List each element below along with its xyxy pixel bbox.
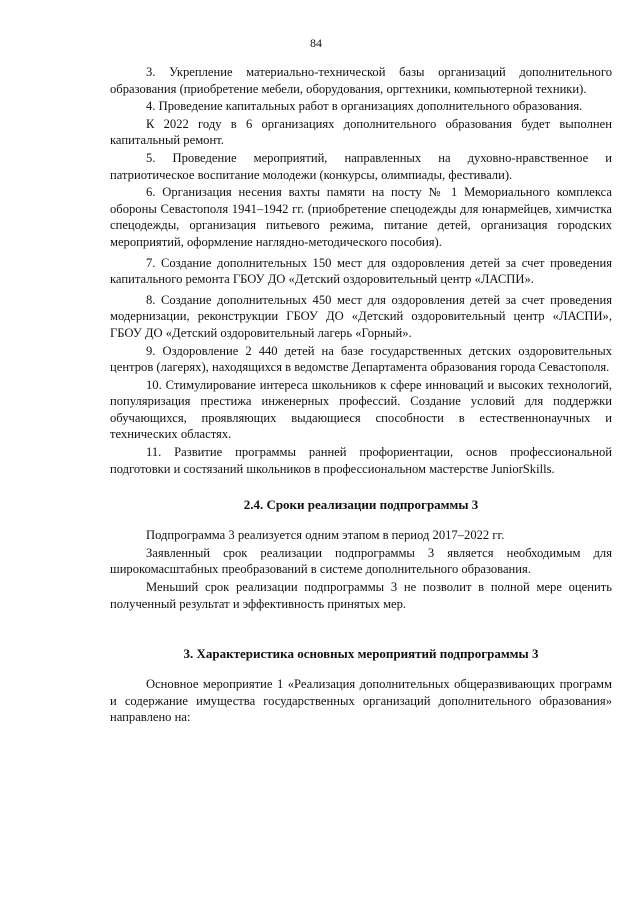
list-item: К 2022 году в 6 организациях дополнительного образования будет выполнен капитальный ремонт. — [110, 116, 612, 148]
list-item: 11. Развитие программы ранней профориентации, основ профессиональной подготовки и состязаний школьников в профессиональном мастерстве JuniorSkills. — [110, 445, 612, 476]
section-paragraph: Меньший срок реализации подпрограммы 3 не позволит в полной мере оценить полученный результат и эффективность принятых мер. — [110, 580, 612, 611]
page-number: 84 — [310, 36, 322, 50]
list-item: 10. Стимулирование интереса школьников к сфере инноваций и высоких технологий, популяризация престижа инженерных профессий. Создание условий для поддержки обучающихся, проявляющих выдающиеся способности в естественнонаучных и технических областях. — [110, 377, 612, 442]
list-item: 9. Оздоровление 2 440 детей на базе государственных детских оздоровительных центров (лагерях), находящихся в ведомстве Департамента образования города Севастополя. — [110, 343, 612, 375]
section-paragraph: Заявленный срок реализации подпрограммы 3 является необходимым для широкомасштабных преобразований в системе дополнительного образования. — [110, 545, 612, 577]
section-heading-2-4: 2.4. Сроки реализации подпрограммы 3 — [243, 497, 479, 513]
section-paragraph: Подпрограмма 3 реализуется одним этапом в период 2017–2022 гг. — [146, 528, 505, 543]
list-item: 6. Организация несения вахты памяти на посту № 1 Мемориального комплекса обороны Севастополя 1941–1942 гг. (приобретение спецодежды для юнармейцев, химчистка спецодежды, организация питьевого режима, питание детей, организация городских мероприятий, оформление наглядно-методического пособия). — [110, 185, 612, 249]
page-content — [110, 64, 612, 727]
section-heading-3: 3. Характеристика основных мероприятий подпрограммы 3 — [183, 646, 539, 662]
list-item: 3. Укрепление материально-технической базы организаций дополнительного образования (приобретение мебели, оборудования, оргтехники, компьютерной техники). — [110, 65, 612, 96]
section-paragraph: Основное мероприятие 1 «Реализация дополнительных общеразвивающих программ и содержание имущества государственных организаций дополнительного образования» направлено на: — [110, 677, 612, 725]
list-item: 4. Проведение капитальных работ в организациях дополнительного образования. — [146, 99, 583, 114]
list-item: 7. Создание дополнительных 150 мест для оздоровления детей за счет проведения капитального ремонта ГБОУ ДО «Детский оздоровительный центр «ЛАСПИ». — [110, 255, 612, 287]
list-item: 5. Проведение мероприятий, направленных на духовно-нравственное и патриотическое воспитание молодежи (конкурсы, олимпиады, фестивали). — [110, 150, 612, 182]
list-item: 8. Создание дополнительных 450 мест для оздоровления детей за счет проведения модернизации, реконструкции ГБОУ ДО «Детский оздоровительный центр «ЛАСПИ», ГБОУ ДО «Детский оздоровительный лагерь «Горный». — [110, 292, 612, 340]
